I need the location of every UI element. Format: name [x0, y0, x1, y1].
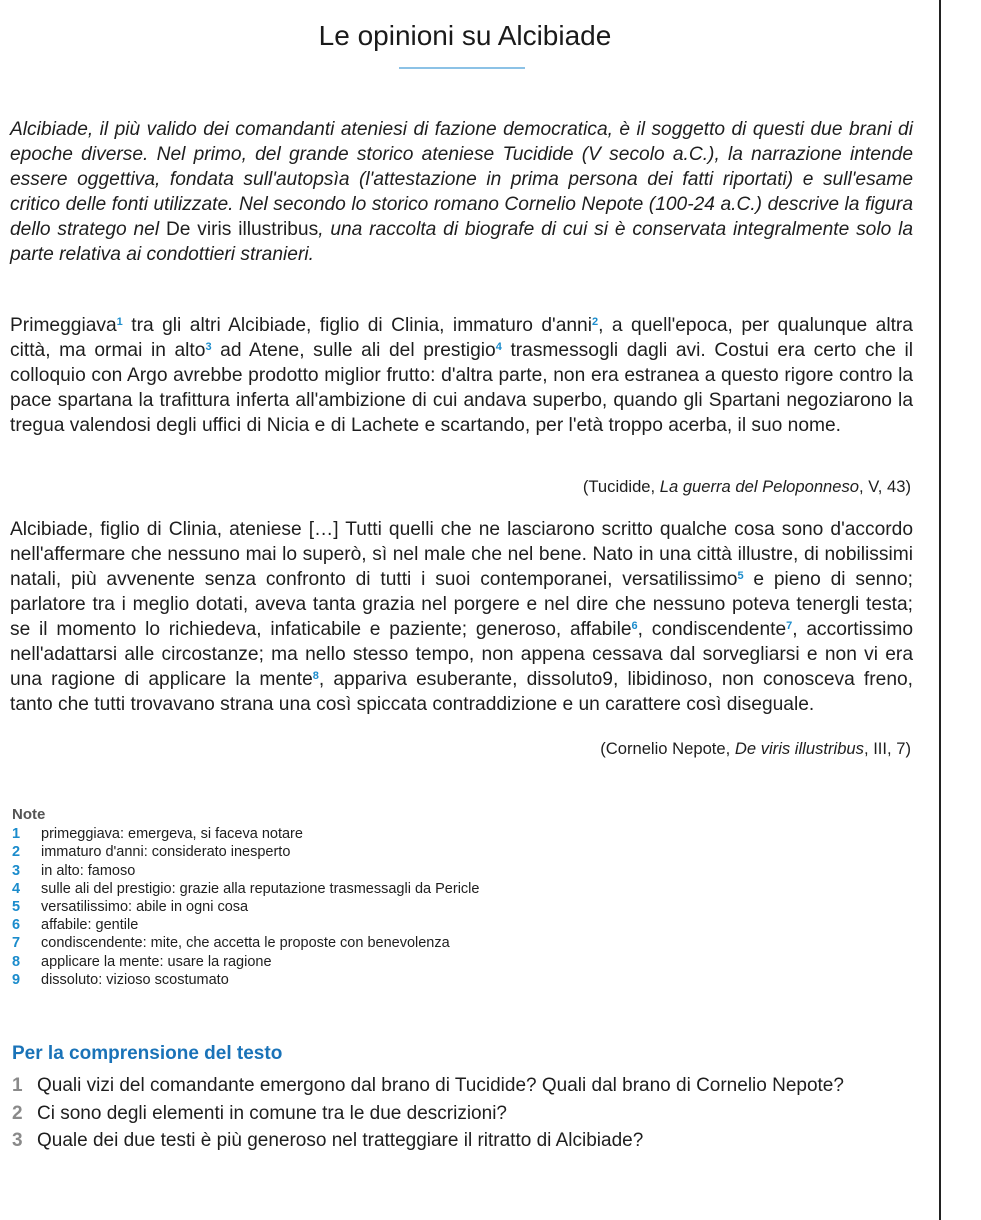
passage-text: , condiscendente [637, 619, 787, 640]
citation-text: (Tucidide, [582, 477, 660, 496]
question-text: Quale dei due testi è più generoso nel tratteggiare il ritratto di Alcibiade? [37, 1130, 644, 1151]
citation-nepote [600, 739, 911, 759]
note-text: in alto: famoso [41, 862, 136, 879]
footnote-ref-6: 6 [631, 620, 638, 632]
notes-title: Note [12, 806, 46, 823]
note-text: primeggiava: emergeva, si faceva notare [41, 826, 303, 843]
note-text: condiscendente: mite, che accetta le proposte con benevolenza [41, 935, 450, 952]
passage-text: , accortissimo nell'adattarsi alle circostanze; ma nello stesso tempo, non appena cessava dal sorvegliarsi e non vi era una ragione di applicare la mente [10, 619, 914, 690]
note-text: immaturo d'anni: considerato inesperto [41, 844, 291, 861]
questions-title: Per la comprensione del testo [12, 1043, 283, 1064]
note-number: 7 [12, 935, 21, 952]
passage-tucidide [10, 313, 913, 438]
intro-work-title: De viris illustribus [165, 219, 319, 240]
intro-paragraph [10, 117, 913, 267]
intro-text-1: Alcibiade, il più valido dei comandanti ateniesi di fazione democratica, è il soggetto di questi due brani di epoche diverse. Nel primo, del grande storico ateniese Tucidide (V secolo a.C.), la narrazione intende essere oggettiva, fondata sull'autopsìa (l'attestazione in prima persona dei fatti riportati) e sull'esame critico delle fonti utilizzate. Nel secondo lo storico romano Cornelio Nepote (100-24 a.C.) descrive la figura dello stratego nel [10, 119, 913, 240]
footnote-ref-8: 8 [312, 670, 319, 682]
passage-text: , a quell'epoca, per qualunque altra città, ma ormai in alto [10, 315, 913, 361]
page-edge-rule [939, 0, 941, 1220]
question-item [12, 1072, 844, 1100]
passage-text: Primeggiava [10, 315, 117, 336]
citation-text: , III, 7) [863, 739, 911, 758]
passage-text: ad Atene, sulle ali del prestigio [211, 340, 496, 361]
citation-work: De viris illustribus [734, 739, 864, 758]
questions-list [12, 1072, 844, 1155]
passage-text: tra gli altri Alcibiade, figlio di Clinia, immaturo d'anni [122, 315, 592, 336]
question-number: 1 [12, 1075, 23, 1096]
question-number: 2 [12, 1102, 23, 1124]
note-number: 3 [12, 862, 21, 879]
question-item [12, 1100, 844, 1128]
passage-text: e pieno di senno; parlatore tra i meglio dotati, aveva tanta grazia nel porgere e nel dire che nessuno poteva tenergli testa; se il momento lo richiedeva, infaticabile e paziente; generoso, affabile [10, 569, 913, 640]
question-text: Quali vizi del comandante emergono dal brano di Tucidide? Quali dal brano di Cornelio Nepote? [37, 1075, 844, 1096]
citation-text: (Cornelio Nepote, [600, 739, 735, 758]
footnote-ref-1: 1 [116, 316, 123, 328]
note-item [12, 916, 479, 934]
footnote-ref-5: 5 [737, 570, 744, 582]
note-number: 9 [12, 971, 21, 988]
passage-text: trasmessogli dagli avi. Costui era certo che il colloquio con Argo avrebbe prodotto miglior frutto: d'altra parte, non era estranea a questo rigore contro la pace spartana la trafittura inferta all'ambizione di cui andava superbo, quando gli Spartani negoziarono la tregua valendosi degli uffici di Nicia e di Lachete e scartando, per l'età troppo acerba, il suo nome. [10, 340, 913, 436]
citation-text: , V, 43) [859, 477, 911, 496]
note-number: 5 [12, 899, 21, 916]
footnote-ref-3: 3 [205, 341, 212, 353]
note-item [12, 825, 479, 843]
note-item [12, 953, 479, 971]
title-underline [399, 67, 525, 69]
footnote-ref-2: 2 [591, 316, 599, 328]
note-number: 4 [12, 880, 21, 897]
note-text: sulle ali del prestigio: grazie alla reputazione trasmessagli da Pericle [41, 880, 480, 897]
note-item [12, 934, 479, 952]
note-number: 1 [12, 826, 21, 843]
passage-text: , appariva esuberante, dissoluto9, libidinoso, non conosceva freno, tanto che tutti trovavano strana una così spiccata contraddizione e un carattere così diseguale. [10, 669, 913, 715]
note-item [12, 898, 479, 916]
note-item [12, 862, 479, 880]
question-number: 3 [12, 1130, 23, 1151]
note-text: dissoluto: vizioso scostumato [41, 971, 229, 988]
citation-work: La guerra del Peloponneso [659, 477, 860, 496]
passage-text: Alcibiade, figlio di Clinia, ateniese […] Tutti quelli che ne lasciarono scritto qualche cosa sono d'accordo nell'affermare che nessuno mai lo superò, sì nel male che nel bene. Nato in una città illustre, di nobilissimi natali, più avvenente senza confronto di tutti i suoi contemporanei, versatilissimo [10, 519, 913, 590]
question-text: Ci sono degli elementi in comune tra le due descrizioni? [37, 1102, 507, 1124]
intro-text-2: , una raccolta di biografe di cui si è conservata integralmente solo la parte relativa ai condottieri stranieri. [10, 219, 914, 265]
footnote-ref-7: 7 [786, 620, 793, 632]
footnote-ref-4: 4 [495, 341, 502, 353]
note-text: affabile: gentile [41, 917, 139, 934]
note-text: applicare la mente: usare la ragione [41, 953, 272, 970]
note-number: 8 [12, 953, 21, 970]
note-item [12, 880, 479, 898]
note-number: 2 [12, 844, 21, 861]
notes-section [12, 806, 479, 989]
note-number: 6 [12, 917, 21, 934]
page-title: Le opinioni su Alcibiade [318, 20, 612, 51]
note-text: versatilissimo: abile in ogni cosa [41, 899, 249, 916]
note-item [12, 843, 479, 861]
question-item [12, 1127, 844, 1155]
passage-nepote [10, 517, 913, 717]
note-item [12, 971, 479, 989]
citation-tucidide [583, 477, 911, 497]
